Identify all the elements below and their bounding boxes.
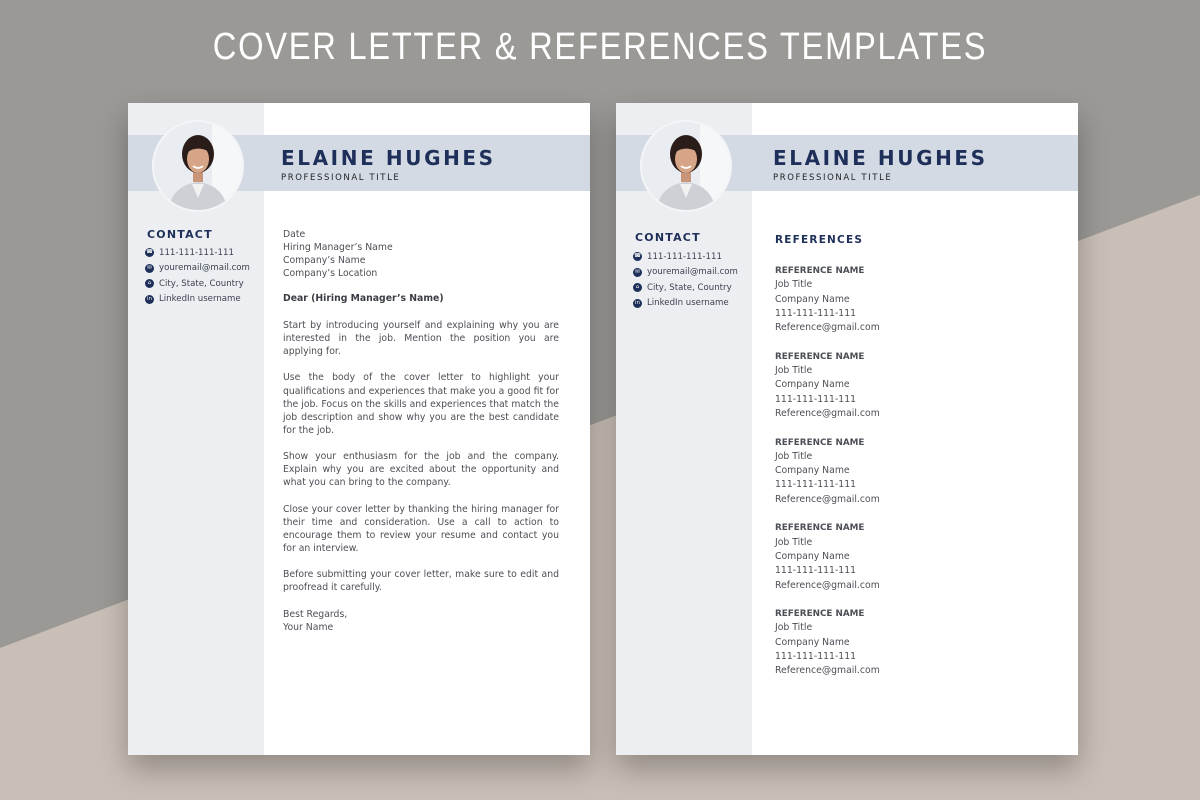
email-icon: ✉ (633, 268, 642, 277)
cover-letter-page (128, 103, 590, 755)
references-page (616, 103, 1078, 755)
contact-item (633, 249, 738, 265)
reference-email: Reference@gmail.com (775, 579, 880, 591)
phone-icon: ☎ (634, 253, 641, 260)
linkedin-icon: in (634, 299, 640, 306)
contact-location: City, State, Country (647, 282, 732, 293)
contact-linkedin: LinkedIn username (159, 294, 241, 305)
contact-item (633, 265, 738, 281)
reference-company: Company Name (775, 636, 850, 648)
reference-entry (775, 264, 1055, 350)
reference-name: REFERENCE NAME (775, 351, 865, 362)
phone-icon: ☎ (146, 249, 153, 256)
professional-title: PROFESSIONAL TITLE (281, 173, 401, 183)
reference-name: REFERENCE NAME (775, 609, 865, 620)
reference-phone: 111-111-111-111 (775, 393, 857, 405)
reference-company: Company Name (775, 379, 850, 391)
contact-heading: CONTACT (147, 228, 213, 241)
reference-email: Reference@gmail.com (775, 407, 880, 419)
contact-phone: 111-111-111-111 (647, 251, 722, 262)
profile-name: ELAINE HUGHES (773, 146, 988, 170)
contact-linkedin: LinkedIn username (647, 298, 729, 309)
letter-paragraph: Start by introducing yourself and explaining why you are interested in the job. Mention the position you are applying for. (283, 319, 559, 358)
reference-job-title: Job Title (775, 450, 813, 462)
contact-email: youremail@mail.com (647, 267, 738, 278)
reference-entry (775, 521, 1055, 607)
references-heading: REFERENCES (775, 234, 864, 246)
contact-heading: CONTACT (635, 231, 701, 244)
reference-job-title: Job Title (775, 279, 813, 291)
reference-phone: 111-111-111-111 (775, 565, 857, 577)
contact-list (145, 245, 250, 307)
references-list (775, 264, 1055, 693)
reference-phone: 111-111-111-111 (775, 479, 857, 491)
profile-photo (640, 120, 732, 212)
letter-hiring-manager: Hiring Manager’s Name (283, 242, 393, 254)
reference-name: REFERENCE NAME (775, 437, 865, 448)
contact-item (145, 245, 250, 261)
reference-entry (775, 350, 1055, 436)
contact-item (633, 280, 738, 296)
letter-company-name: Company’s Name (283, 255, 366, 267)
letter-address-block (283, 228, 559, 280)
contact-item (145, 261, 250, 277)
contact-email: youremail@mail.com (159, 263, 250, 274)
reference-phone: 111-111-111-111 (775, 307, 857, 319)
letter-paragraph: Before submitting your cover letter, make sure to edit and proofread it carefully. (283, 569, 559, 594)
cover-letter-body (283, 228, 559, 634)
reference-company: Company Name (775, 465, 850, 477)
reference-email: Reference@gmail.com (775, 493, 880, 505)
reference-entry (775, 607, 1055, 693)
profile-name: ELAINE HUGHES (281, 146, 496, 170)
letter-signature: Your Name (283, 621, 334, 633)
profile-photo (152, 120, 244, 212)
reference-job-title: Job Title (775, 622, 813, 634)
reference-email: Reference@gmail.com (775, 322, 880, 334)
letter-paragraph: Close your cover letter by thanking the hiring manager for their time and consideration. Use a call to action to encourage them to review your resume and contact you for an interview. (283, 503, 559, 554)
contact-location: City, State, Country (159, 278, 244, 289)
contact-item (145, 292, 250, 308)
contact-list (633, 249, 738, 311)
letter-closing: Best Regards, (283, 608, 348, 620)
letter-paragraph: Show your enthusiasm for the job and the company. Explain why you are excited about the opportunity and what you can bring to the company. (283, 451, 559, 489)
reference-job-title: Job Title (775, 536, 813, 548)
reference-company: Company Name (775, 293, 850, 305)
reference-phone: 111-111-111-111 (775, 651, 857, 663)
banner-title: COVER LETTER & REFERENCES TEMPLATES (212, 26, 988, 68)
location-icon: ⌂ (145, 279, 154, 288)
professional-title: PROFESSIONAL TITLE (773, 173, 893, 183)
reference-company: Company Name (775, 550, 850, 562)
contact-item (633, 296, 738, 312)
reference-name: REFERENCE NAME (775, 523, 865, 534)
contact-phone: 111-111-111-111 (159, 247, 234, 258)
letter-salutation: Dear (Hiring Manager’s Name) (283, 293, 444, 305)
reference-name: REFERENCE NAME (775, 266, 865, 276)
email-icon: ✉ (145, 264, 154, 273)
letter-company-location: Company’s Location (283, 268, 378, 280)
location-icon: ⌂ (633, 283, 642, 292)
reference-entry (775, 436, 1055, 522)
letter-date: Date (283, 229, 306, 240)
letter-paragraph: Use the body of the cover letter to highlight your qualifications and experiences that make you a good fit for the job. Focus on the skills and experiences that match the job description and show why you are the best candidate for the job. (283, 372, 559, 436)
reference-email: Reference@gmail.com (775, 665, 880, 677)
reference-job-title: Job Title (775, 365, 813, 377)
linkedin-icon: in (146, 295, 152, 302)
contact-item (145, 276, 250, 292)
